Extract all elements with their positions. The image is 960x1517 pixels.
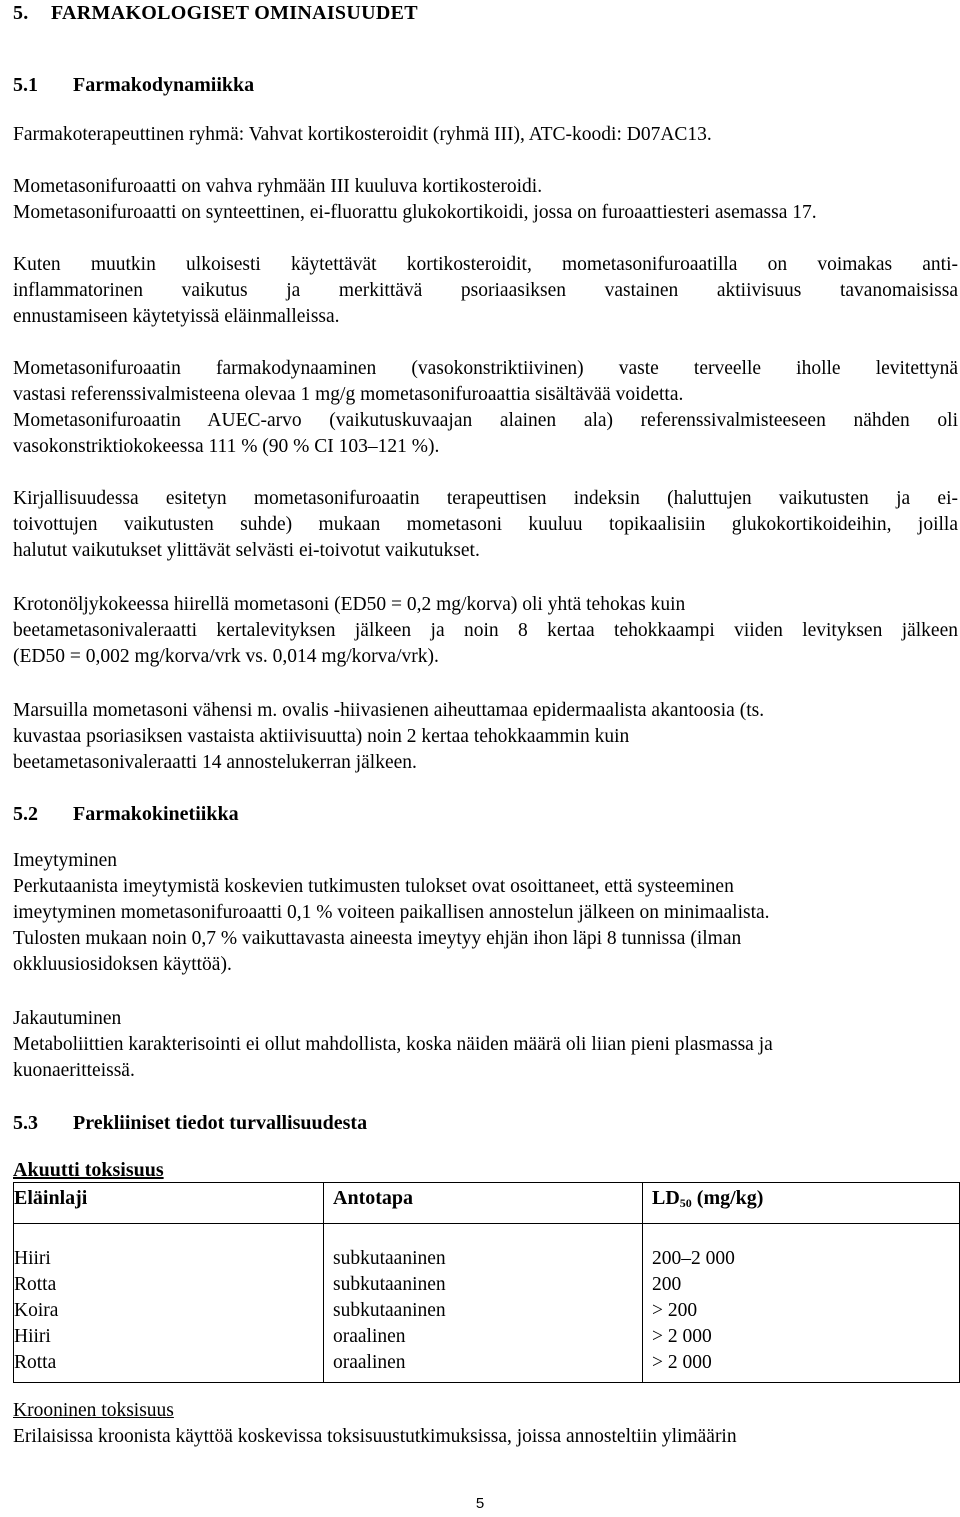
text-line: imeytyminen mometasonifuroaatti 0,1 % voiteen paikallisen annostelun jälkeen on minimaalista. [13, 902, 770, 923]
table-cell: > 2 000 [652, 1326, 712, 1347]
text-line: Mometasonifuroaatin AUEC-arvo (vaikutuskuvaajan alainen ala) referenssivalmisteeseen nähden oli [13, 410, 958, 431]
paragraph-anti-inflammatory [13, 252, 958, 330]
text-line: Metaboliittien karakterisointi ei ollut mahdollista, koska näiden määrä oli liian pieni plasmassa ja [13, 1034, 773, 1055]
table-cell: subkutaaninen [333, 1300, 446, 1321]
column-header-route: Antotapa [324, 1183, 643, 1224]
paragraph-vasoconstriction [13, 356, 958, 460]
text-line: Marsuilla mometasoni vähensi m. ovalis -hiivasienen aiheuttamaa epidermaalista akantoosia (ts. [13, 700, 765, 721]
section-5-2-heading [13, 801, 239, 827]
species-column [14, 1224, 324, 1383]
text-line: Mometasonifuroaatti on vahva ryhmään III kuuluva kortikosteroidi. [13, 176, 543, 197]
text-line: kuonaeritteissä. [13, 1060, 135, 1081]
text-line: (ED50 = 0,002 mg/korva/vrk vs. 0,014 mg/korva/vrk). [13, 646, 439, 667]
text-line: okkluusiosidoksen käyttöä). [13, 954, 232, 975]
text-line: vastasi referenssivalmisteena olevaa 1 mg/g mometasonifuroaattia sisältävää voidetta. [13, 384, 684, 405]
text-line: kuvastaa psoriasiksen vastaista aktiivisuutta) noin 2 kertaa tehokkaammin kuin [13, 726, 630, 747]
table-cell: subkutaaninen [333, 1248, 446, 1269]
text-line: beetametasonivaleraatti 14 annostelukerran jälkeen. [13, 752, 417, 773]
section-title: FARMAKOLOGISET OMINAISUUDET [51, 2, 418, 24]
text-line: toivottujen vaikutusten suhde) mukaan mometasoni kuuluu topikaalisiin glukokortikoideihin, joilla [13, 514, 958, 535]
table-cell: Koira [14, 1300, 59, 1321]
column-header-species: Eläinlaji [14, 1183, 324, 1224]
section-number: 5.2 [13, 803, 38, 825]
table-cell: oraalinen [333, 1352, 406, 1373]
table-cell: Hiiri [14, 1326, 51, 1347]
ld50-column [643, 1224, 960, 1383]
paragraph-guinea-pigs [13, 698, 958, 776]
section-number: 5.3 [13, 1112, 38, 1134]
section-number: 5. [13, 2, 29, 24]
text-line: Mometasonifuroaatti on synteettinen, ei-fluorattu glukokortikoidi, jossa on furoaattiesteri asemassa 17. [13, 202, 817, 223]
text-line: Mometasonifuroaatin farmakodynaaminen (vasokonstriktiivinen) vaste terveelle iholle levitettynä [13, 358, 958, 379]
table-cell: Rotta [14, 1352, 57, 1373]
paragraph-absorption [13, 848, 958, 978]
route-column [324, 1224, 643, 1383]
text-line: Farmakoterapeuttinen ryhmä: Vahvat kortikosteroidit (ryhmä III), ATC-koodi: D07AC13. [13, 124, 712, 145]
table-cell: Rotta [14, 1274, 57, 1295]
text-line: halutut vaikutukset ylittävät selvästi ei-toivotut vaikutukset. [13, 540, 480, 561]
text-line: vasokonstriktiokokeessa 111 % (90 % CI 103–121 %). [13, 436, 440, 457]
text-line: Kirjallisuudessa esitetyn mometasonifuroaatin terapeuttisen indeksin (haluttujen vaikutusten ja ei- [13, 488, 958, 509]
subheading: Imeytyminen [13, 850, 117, 871]
text-line: Erilaisissa kroonista käyttöä koskevissa toksisuustutkimuksissa, joissa annosteltiin ylimäärin [13, 1426, 737, 1447]
text-line: Tulosten mukaan noin 0,7 % vaikuttavasta aineesta imeytyy ehjän ihon läpi 8 tunnissa (ilman [13, 928, 742, 949]
text-line: ennustamiseen käytetyissä eläinmalleissa. [13, 306, 340, 327]
paragraph-therapeutic-index [13, 486, 958, 564]
table-body-row [14, 1224, 960, 1383]
table-cell: 200 [652, 1274, 682, 1295]
table-cell: oraalinen [333, 1326, 406, 1347]
ld-label: LD [652, 1187, 680, 1209]
table-cell: > 200 [652, 1300, 698, 1321]
paragraph-distribution [13, 1006, 958, 1084]
section-5-3-heading [13, 1110, 367, 1136]
table-cell: > 2 000 [652, 1352, 712, 1373]
paragraph-atc [13, 122, 958, 148]
ld-subscript: 50 [679, 1196, 692, 1210]
section-number: 5.1 [13, 74, 38, 96]
table-cell: subkutaaninen [333, 1274, 446, 1295]
section-title: Farmakokinetiikka [73, 803, 239, 825]
text-line: beetametasonivaleraatti kertalevityksen jälkeen ja noin 8 kertaa tehokkaampi viiden levityksen jälkeen [13, 620, 958, 641]
paragraph-group [13, 174, 958, 226]
section-5-1-heading [13, 72, 254, 98]
table-cell: 200–2 000 [652, 1248, 735, 1269]
page-number: 5 [475, 1495, 485, 1512]
text-line: inflammatorinen vaikutus ja merkittävä psoriaasiksen vastainen aktiivisuus tavanomaisissa [13, 280, 958, 301]
paragraph-chronic-toxicity [13, 1424, 958, 1450]
acute-toxicity-title: Akuutti toksisuus [13, 1159, 164, 1181]
table-header-row [14, 1183, 960, 1224]
table-cell: Hiiri [14, 1248, 51, 1269]
text-line: Perkutaanista imeytymistä koskevien tutkimusten tulokset ovat osoittaneet, että systeeminen [13, 876, 734, 897]
chronic-toxicity-title: Krooninen toksisuus [13, 1400, 174, 1421]
text-line: Kuten muutkin ulkoisesti käytettävät kortikosteroidit, mometasonifuroaatilla on voimakas anti- [13, 254, 958, 275]
section-title: Farmakodynamiikka [73, 74, 255, 96]
section-title: Prekliiniset tiedot turvallisuudesta [73, 1112, 368, 1134]
column-header-ld50 [643, 1183, 960, 1224]
section-5-heading [13, 0, 418, 26]
text-line: Krotonöljykokeessa hiirellä mometasoni (ED50 = 0,2 mg/korva) oli yhtä tehokas kuin [13, 594, 686, 615]
subheading: Jakautuminen [13, 1008, 122, 1029]
paragraph-croton-oil [13, 592, 958, 670]
acute-toxicity-table [13, 1182, 960, 1383]
ld-unit: (mg/kg) [691, 1187, 764, 1209]
